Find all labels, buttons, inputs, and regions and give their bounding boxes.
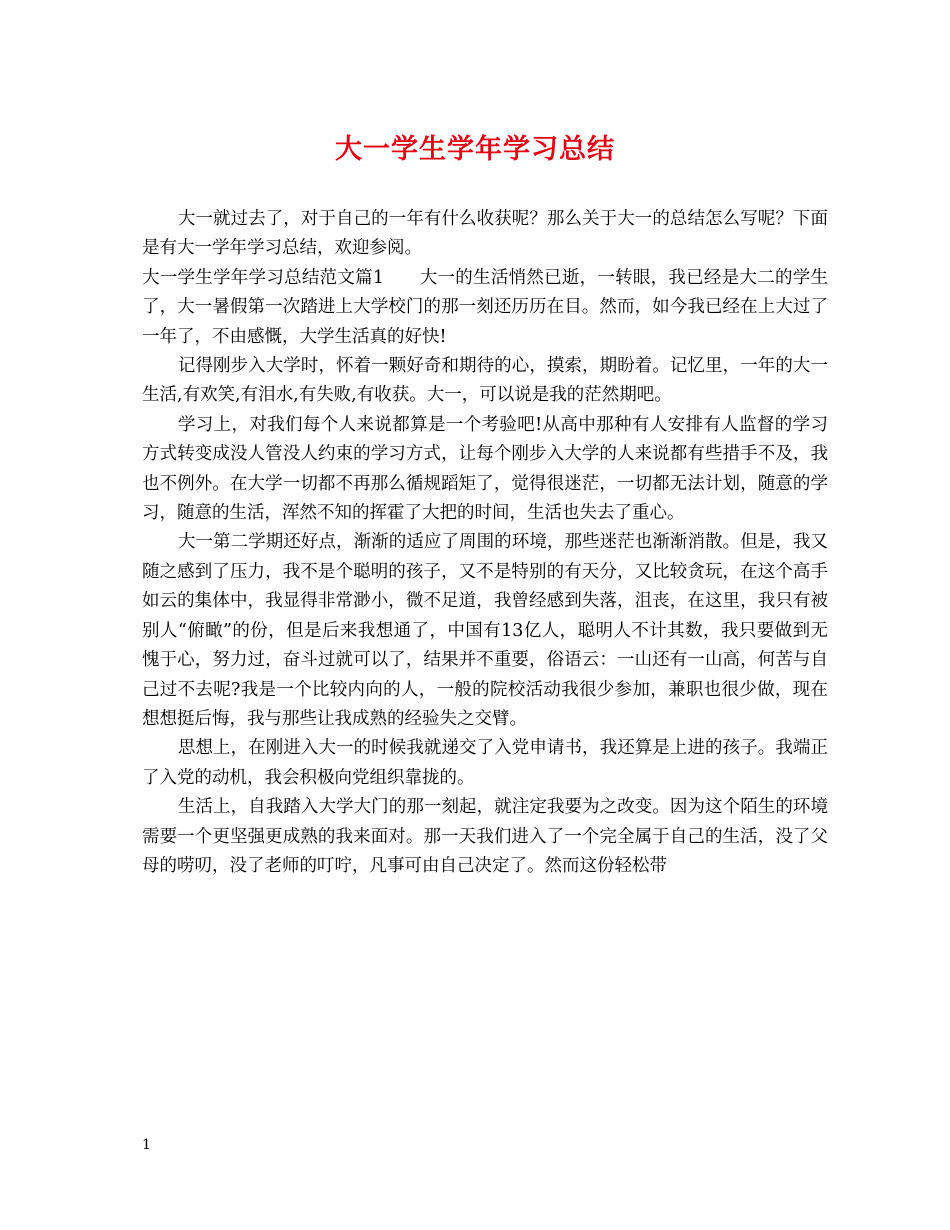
paragraph-intro: 大一就过去了，对于自己的一年有什么收获呢？那么关于大一的总结怎么写呢？下面是有大一学年学习总结，欢迎参阅。 bbox=[142, 209, 828, 259]
paragraph-study: 学习上，对我们每个人来说都算是一个考验吧!从高中那种有人安排有人监督的学习方式转变成没人管没人约束的学习方式，让每个刚步入大学的人来说都有些措手不及，我也不例外。在大学一切都不再那么循规蹈矩了，觉得很迷茫，一切都无法计划，随意的学习，随意的生活，浑然不知的挥霍了大把的时间，生活也失去了重心。 bbox=[142, 414, 828, 524]
paragraph-section-heading: 大一学生学年学习总结范文篇1 大一的生活悄然已逝，一转眼，我已经是大二的学生了，大一暑假第一次踏进上大学校门的那一刻还历历在目。然而，如今我已经在上大过了一年了，不由感慨，大学生活真的好快! bbox=[142, 267, 828, 347]
paragraph-ideology: 思想上，在刚进入大一的时候我就递交了入党申请书，我还算是上进的孩子。我端正了入党的动机，我会积极向党组织靠拢的。 bbox=[142, 738, 828, 788]
paragraph-memory: 记得刚步入大学时，怀着一颗好奇和期待的心，摸索，期盼着。记忆里，一年的大一生活,有欢笑,有泪水,有失败,有收获。大一，可以说是我的茫然期吧。 bbox=[142, 356, 828, 406]
paragraph-life: 生活上，自我踏入大学大门的那一刻起，就注定我要为之改变。因为这个陌生的环境需要一个更坚强更成熟的我来面对。那一天我们进入了一个完全属于自己的生活，没了父母的唠叨，没了老师的叮咛，凡事可由自己决定了。然而这份轻松带 bbox=[142, 797, 828, 876]
page-number: 1 bbox=[142, 1137, 151, 1153]
document-title: 大一学生学年学习总结 bbox=[335, 134, 615, 165]
paragraph-second-semester: 大一第二学期还好点，渐渐的适应了周围的环境，那些迷茫也渐渐消散。但是，我又随之感到了压力，我不是个聪明的孩子，又不是特别的有天分，又比较贪玩，在这个高手如云的集体中，我显得非常渺小，微不足道，我曾经感到失落，沮丧，在这里，我只有被别人“俯瞰”的份，但是后来我想通了，中国有13亿人，聪明人不计其数，我只要做到无愧于心，努力过，奋斗过就可以了，结果并不重要，俗语云：一山还有一山高，何苦与自己过不去呢?我是一个比较内向的人，一般的院校活动我很少参加，兼职也很少做，现在想想挺后悔，我与那些让我成熟的经验失之交臂。 bbox=[142, 532, 828, 729]
document-body bbox=[142, 205, 828, 881]
